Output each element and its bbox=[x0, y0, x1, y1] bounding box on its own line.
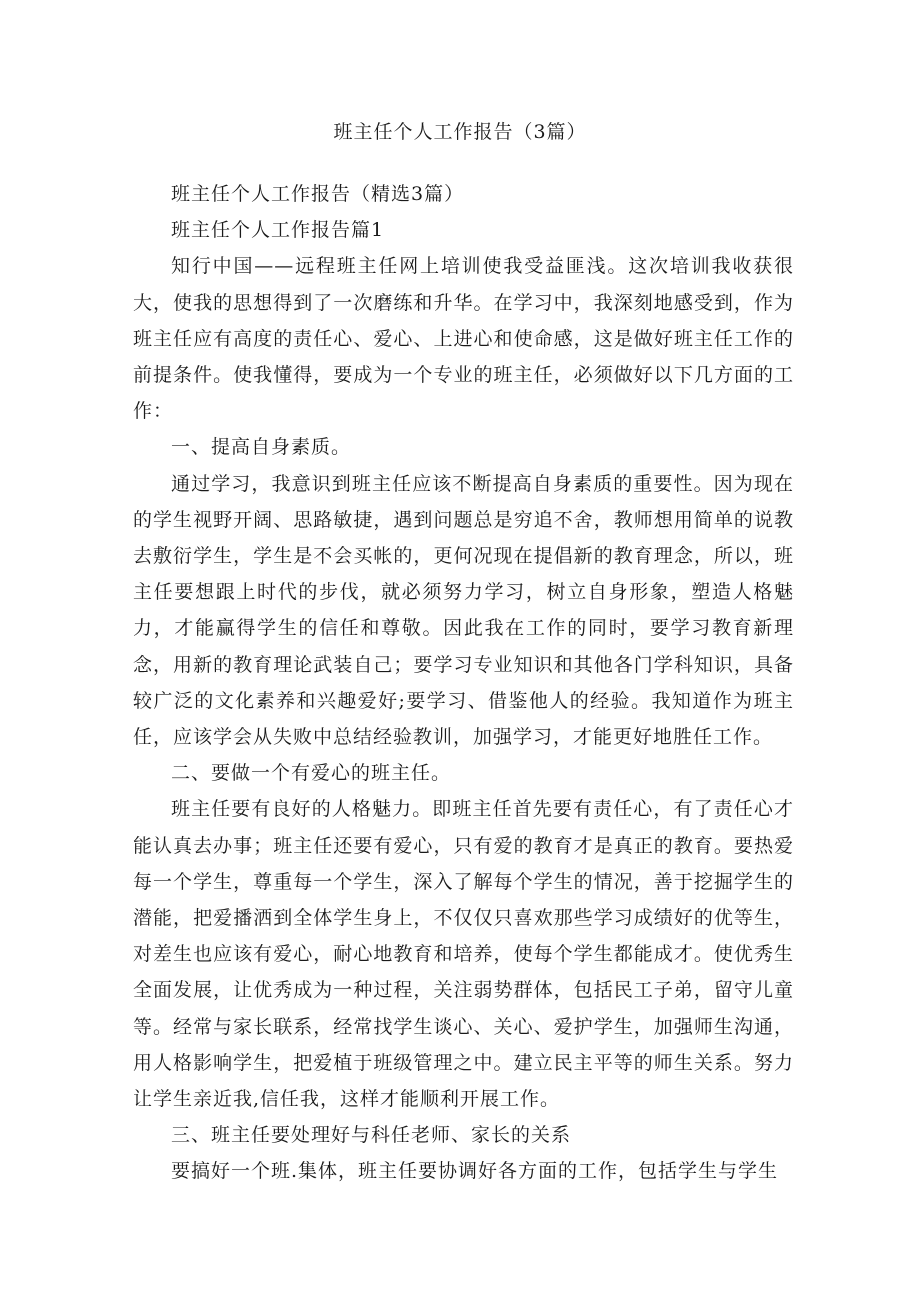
subtitle-paragraph: 班主任个人工作报告（精选3篇） bbox=[171, 183, 465, 205]
body-paragraph: 知行中国——远程班主任网上培训使我受益匪浅。这次培训我收获很大，使我的思想得到了一次磨练和升华。在学习中，我深刻地感受到，作为班主任应有高度的责任心、爱心、上进心和使命感，这是做好班主任工作的前提条件。使我懂得，要成为一个专业的班主任，必须做好以下几方面的工作： bbox=[133, 255, 794, 423]
section-heading: 班主任个人工作报告篇1 bbox=[171, 219, 385, 242]
body-paragraph: 要搞好一个班.集体，班主任要协调好各方面的工作，包括学生与学生 bbox=[171, 1160, 779, 1183]
point-heading-2: 二、要做一个有爱心的班主任。 bbox=[171, 762, 452, 785]
point-heading-3: 三、班主任要处理好与科任老师、家长的关系 bbox=[171, 1124, 572, 1147]
document-body bbox=[133, 176, 794, 1190]
document-title: 班主任个人工作报告（3篇） bbox=[333, 121, 587, 143]
point-heading-1: 一、提高自身素质。 bbox=[171, 436, 352, 459]
body-paragraph: 通过学习，我意识到班主任应该不断提高自身素质的重要性。因为现在的学生视野开阔、思路敏捷，遇到问题总是穷追不舍，教师想用简单的说教去敷衍学生，学生是不会买帐的，更何况现在提倡新的教育理念，所以，班主任要想跟上时代的步伐，就必须努力学习，树立自身形象，塑造人格魅力，才能赢得学生的信任和尊敬。因此我在工作的同时，要学习教育新理念，用新的教育理论武装自己；要学习专业知识和其他各门学科知识，具备较广泛的文化素养和兴趣爱好;要学习、借鉴他人的经验。我知道作为班主任，应该学会从失败中总结经验教训，加强学习，才能更好地胜任工作。 bbox=[133, 472, 794, 749]
body-paragraph: 班主任要有良好的人格魅力。即班主任首先要有责任心，有了责任心才能认真去办事；班主任还要有爱心，只有爱的教育才是真正的教育。要热爱每一个学生，尊重每一个学生，深入了解每个学生的情况，善于挖掘学生的潜能，把爱播洒到全体学生身上，不仅仅只喜欢那些学习成绩好的优等生，对差生也应该有爱心，耐心地教育和培养，使每个学生都能成才。使优秀生全面发展，让优秀成为一种过程，关注弱势群体，包括民工子弟，留守儿童等。经常与家长联系，经常找学生谈心、关心、爱护学生，加强师生沟通，用人格影响学生，把爱植于班级管理之中。建立民主平等的师生关系。努力让学生亲近我,信任我，这样才能顺利开展工作。 bbox=[133, 798, 794, 1111]
